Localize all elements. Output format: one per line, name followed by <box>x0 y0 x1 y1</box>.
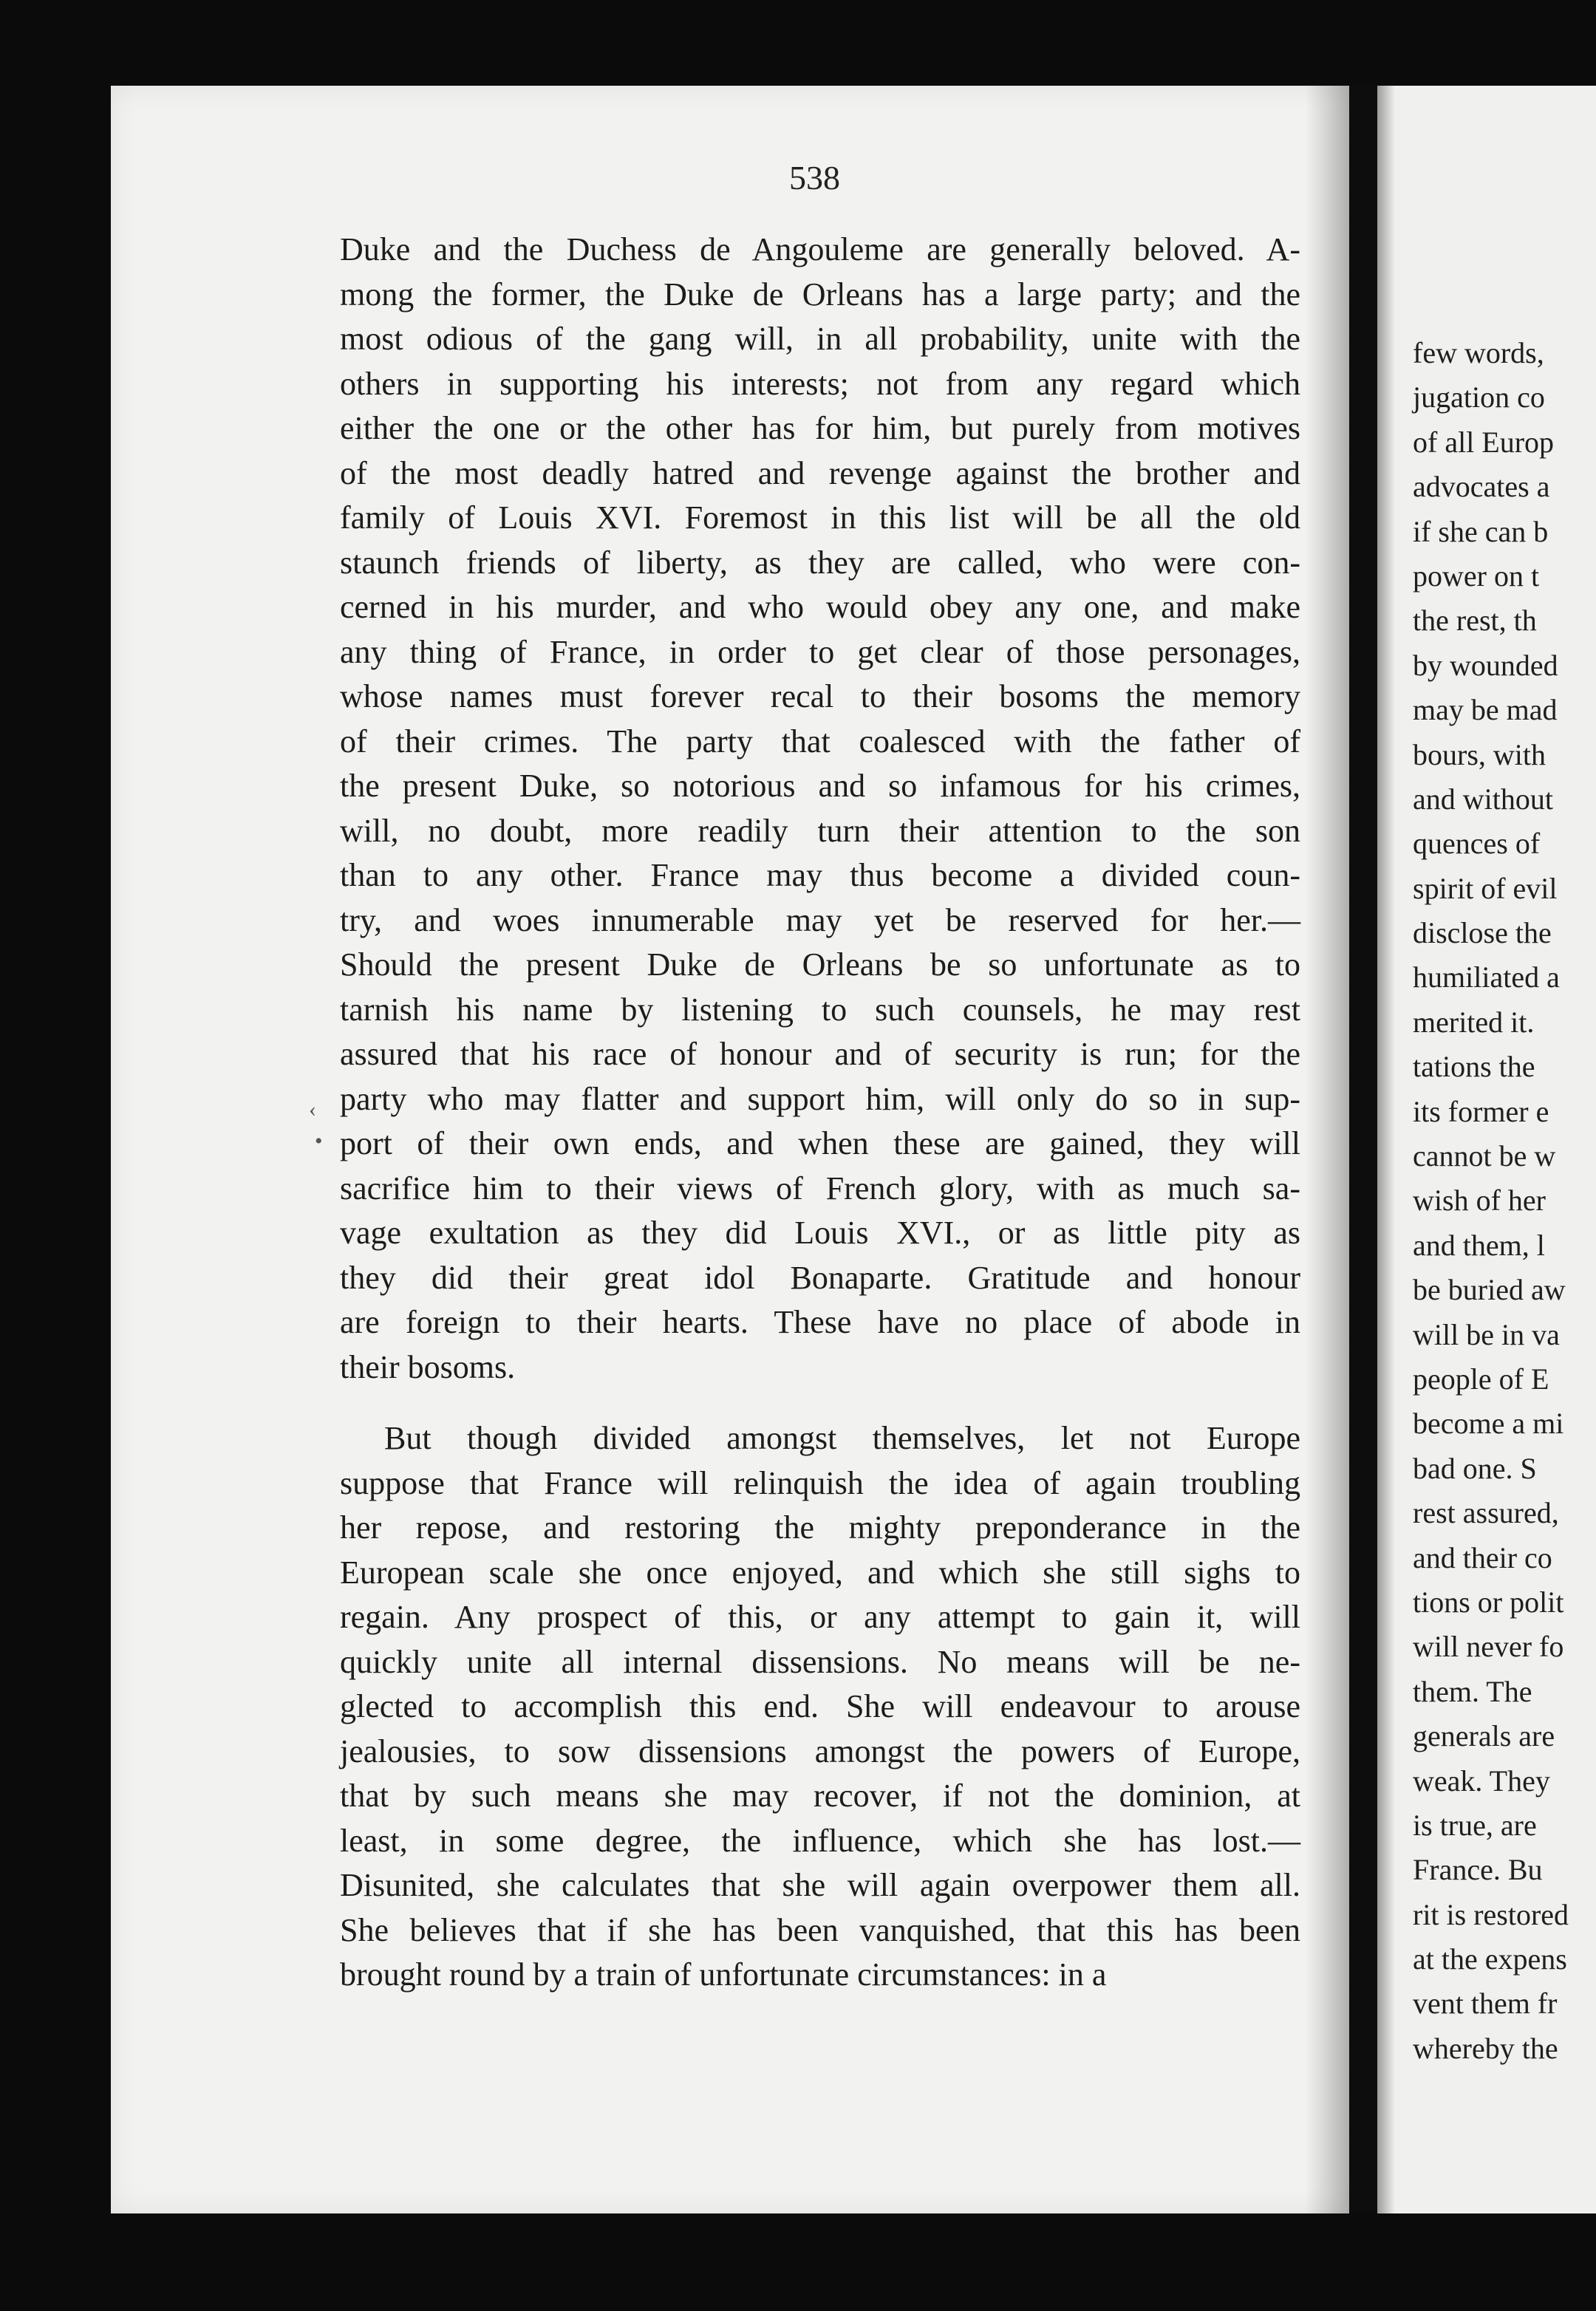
text-line: vage exultation as they did Louis XVI., or as little pity as <box>340 1215 1300 1251</box>
text-line: rit is restored <box>1413 1897 1569 1931</box>
page-number: 538 <box>789 159 840 197</box>
text-line: most odious of the gang will, in all probability, unite with the <box>340 321 1300 357</box>
margin-mark: ‹ <box>309 1097 316 1122</box>
text-line: few words, <box>1413 336 1544 369</box>
text-line: are foreign to their hearts. These have no place of abode in <box>340 1304 1300 1340</box>
text-line: quickly unite all internal dissensions. No means will be ne- <box>340 1643 1300 1680</box>
text-line: advocates a <box>1413 470 1550 504</box>
text-line: glected to accomplish this end. She will endeavour to arouse <box>340 1688 1300 1724</box>
text-line: they did their great idol Bonaparte. Gratitude and honour <box>340 1259 1300 1296</box>
text-line: staunch friends of liberty, as they are called, who were con- <box>340 544 1300 581</box>
left-page-text <box>340 228 1300 1998</box>
text-line: of all Europ <box>1413 425 1555 459</box>
text-line: will, no doubt, more readily turn their attention to the son <box>340 812 1300 849</box>
paragraph-1 <box>340 228 1300 1390</box>
text-line: if she can b <box>1413 514 1549 548</box>
text-line: weak. They <box>1413 1764 1550 1798</box>
text-line: Disunited, she calculates that she will again overpower them all. <box>340 1867 1300 1903</box>
text-line: rest assured, <box>1413 1496 1559 1530</box>
text-line: assured that his race of honour and of security is run; for the <box>340 1036 1300 1072</box>
right-page <box>1377 86 1596 2213</box>
text-line: and their co <box>1413 1540 1552 1574</box>
text-line: jealousies, to sow dissensions amongst the powers of Europe, <box>340 1733 1300 1769</box>
text-line: them. The <box>1413 1674 1532 1708</box>
text-line: the present Duke, so notorious and so infamous for his crimes, <box>340 768 1300 804</box>
text-line: is true, are <box>1413 1808 1537 1842</box>
text-line: spirit of evil <box>1413 871 1558 905</box>
text-line: people of E <box>1413 1362 1549 1396</box>
text-line: may be mad <box>1413 693 1558 727</box>
text-line: at the expens <box>1413 1942 1567 1976</box>
text-line: cannot be w <box>1413 1139 1556 1173</box>
text-line: mong the former, the Duke de Orleans has a large party; and the <box>340 276 1300 313</box>
text-line: that by such means she may recover, if not the dominion, at <box>340 1778 1300 1814</box>
text-line: port of their own ends, and when these are gained, they will <box>340 1125 1300 1161</box>
text-line: tarnish his name by listening to such counsels, he may rest <box>340 991 1300 1028</box>
text-line: try, and woes innumerable may yet be reserved for her.— <box>340 901 1300 938</box>
text-line: generals are <box>1413 1719 1555 1753</box>
text-line: party who may flatter and support him, will only do so in sup- <box>340 1080 1300 1117</box>
right-page-text <box>1413 331 1569 2071</box>
text-line: European scale she once enjoyed, and which she still sighs to <box>340 1554 1300 1591</box>
text-line: and without <box>1413 782 1553 816</box>
text-line: their bosoms. <box>340 1348 516 1385</box>
text-line: disclose the <box>1413 916 1552 950</box>
text-line: cerned in his murder, and who would obey any one, and make <box>340 589 1300 625</box>
text-line: any thing of France, in order to get clear of those personages, <box>340 633 1300 670</box>
text-line: But though divided amongst themselves, let not Europe <box>384 1420 1300 1456</box>
text-line: her repose, and restoring the mighty preponderance in the <box>340 1509 1300 1546</box>
text-line: the rest, th <box>1413 604 1537 638</box>
margin-dot: • <box>315 1129 323 1153</box>
text-line: its former e <box>1413 1094 1549 1128</box>
text-line: vent them fr <box>1413 1987 1558 2021</box>
text-line: than to any other. France may thus become a divided coun- <box>340 857 1300 893</box>
text-line: bad one. S <box>1413 1451 1537 1485</box>
text-line: whereby the <box>1413 2031 1558 2065</box>
text-line: tations the <box>1413 1050 1535 1084</box>
text-line: jugation co <box>1413 380 1545 414</box>
text-line: by wounded <box>1413 648 1558 682</box>
text-line: others in supporting his interests; not from any regard which <box>340 365 1300 402</box>
text-line: quences of <box>1413 827 1541 861</box>
text-line: She believes that if she has been vanquished, that this has been <box>340 1911 1300 1948</box>
text-line: bours, with <box>1413 737 1546 771</box>
text-line: will never fo <box>1413 1630 1564 1664</box>
text-line: least, in some degree, the influence, which she has lost.— <box>340 1822 1300 1859</box>
text-line: of the most deadly hatred and revenge against the brother and <box>340 454 1300 491</box>
text-line: humiliated a <box>1413 960 1560 994</box>
text-line: become a mi <box>1413 1407 1564 1441</box>
text-line: Duke and the Duchess de Angouleme are generally beloved. A- <box>340 231 1300 267</box>
text-line: whose names must forever recal to their bosoms the memory <box>340 678 1300 714</box>
text-line: France. Bu <box>1413 1853 1543 1887</box>
book-gutter <box>1349 86 1377 2213</box>
text-line: either the one or the other has for him, but purely from motives <box>340 410 1300 446</box>
text-line: and them, l <box>1413 1228 1545 1262</box>
text-line: suppose that France will relinquish the idea of again troubling <box>340 1464 1300 1501</box>
paragraph-2 <box>340 1416 1300 1998</box>
text-line: brought round by a train of unfortunate circumstances: in a <box>340 1956 1107 1993</box>
text-line: regain. Any prospect of this, or any attempt to gain it, will <box>340 1599 1300 1635</box>
text-line: of their crimes. The party that coalesced with the father of <box>340 723 1300 759</box>
text-line: power on t <box>1413 559 1540 593</box>
text-line: sacrifice him to their views of French glory, with as much sa- <box>340 1170 1300 1206</box>
text-line: tions or polit <box>1413 1585 1564 1619</box>
text-line: Should the present Duke de Orleans be so unfortunate as to <box>340 946 1300 983</box>
text-line: will be in va <box>1413 1317 1560 1351</box>
text-line: family of Louis XVI. Foremost in this list will be all the old <box>340 499 1300 536</box>
text-line: be buried aw <box>1413 1273 1566 1307</box>
text-line: wish of her <box>1413 1184 1546 1218</box>
text-line: merited it. <box>1413 1005 1535 1039</box>
